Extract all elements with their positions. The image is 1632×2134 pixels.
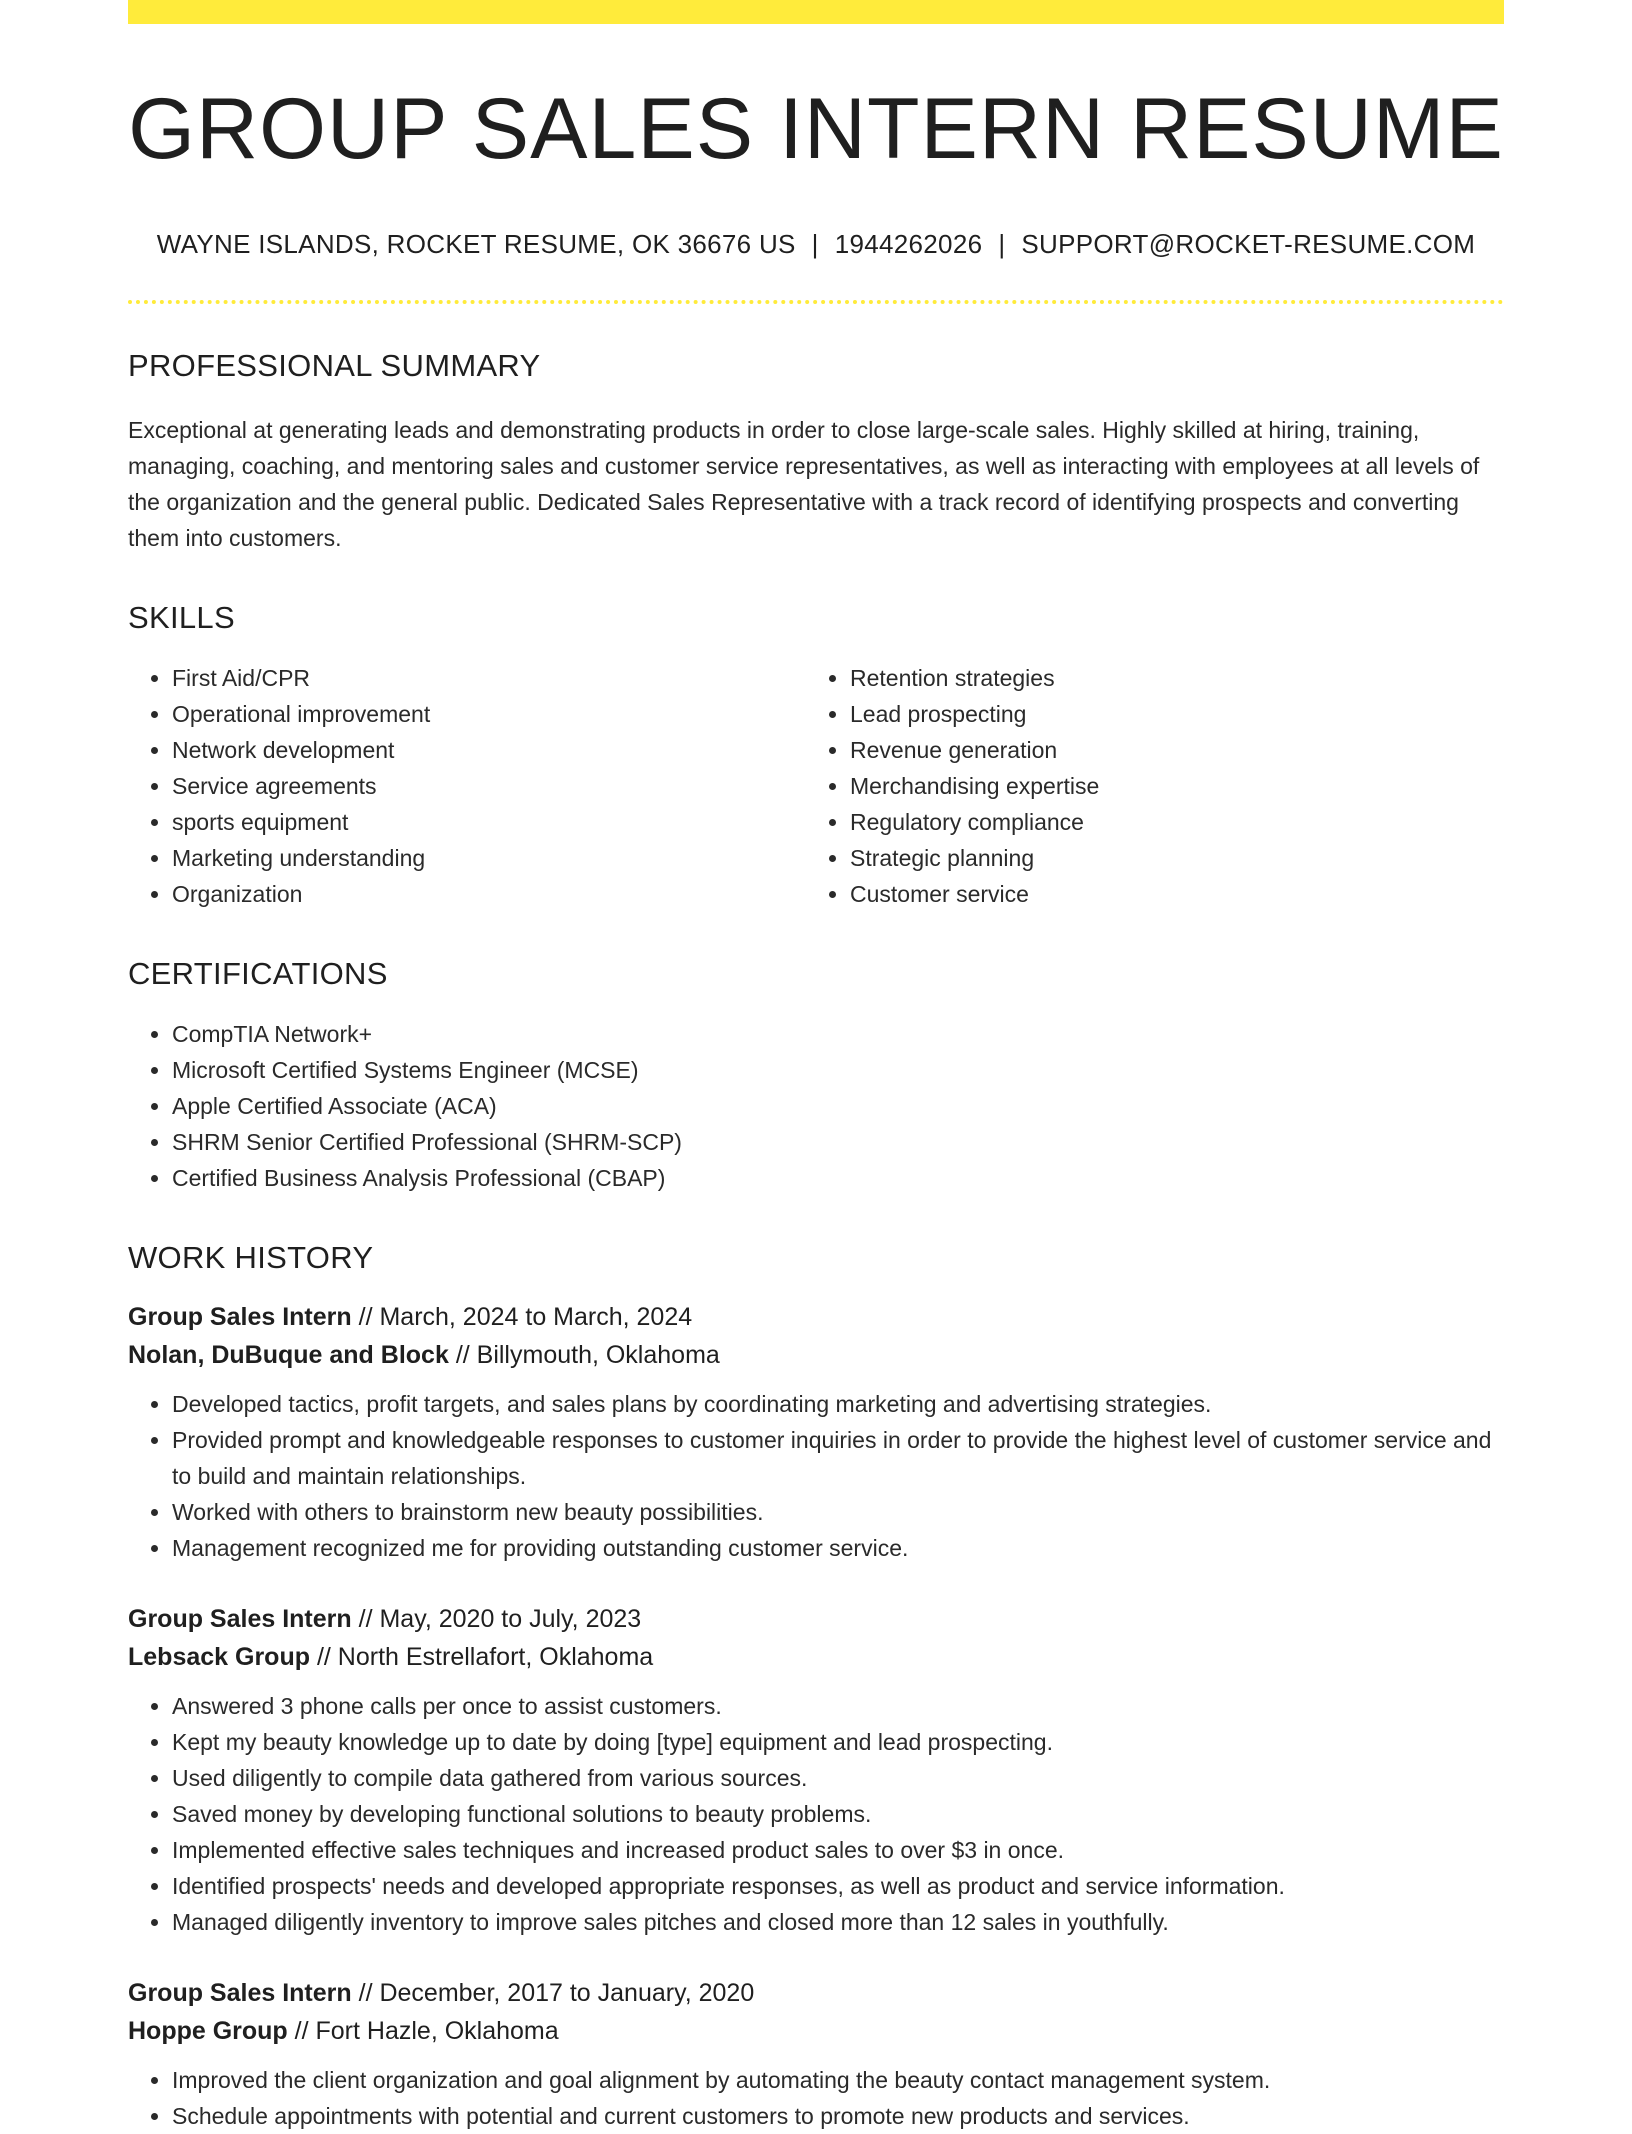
skill-item: • Merchandising expertise (850, 768, 1484, 804)
dotted-divider (128, 300, 1504, 304)
skills-list-right (806, 660, 1484, 912)
skills-list-left (128, 660, 806, 912)
skill-item: • Service agreements (172, 768, 806, 804)
skills-columns (128, 636, 1504, 912)
resume-title: GROUP SALES INTERN RESUME (128, 81, 1504, 177)
certifications-list (128, 1016, 1504, 1196)
job-title: Group Sales Intern (128, 1978, 352, 2007)
job-bullet: • Improved the client organization and goal alignment by automating the beauty contact management system. (172, 2062, 1504, 2098)
job-bullet: • Kept my beauty knowledge up to date by doing [type] equipment and lead prospecting. (172, 1724, 1504, 1760)
skill-item: • First Aid/CPR (172, 660, 806, 696)
accent-top-bar (128, 0, 1504, 24)
skill-item: • Lead prospecting (850, 696, 1484, 732)
job-title: Group Sales Intern (128, 1604, 352, 1633)
skill-item: • sports equipment (172, 804, 806, 840)
summary-text: Exceptional at generating leads and demonstrating products in order to close large-scale sales. Highly skilled at hiring, training, managing, coaching, and mentoring sales and customer service representatives, as well as interacting with employees at all levels of the organization and the general public. Dedicated Sales Representative with a track record of identifying prospects and converting them into customers. (128, 416, 1480, 551)
job-title-line (128, 1298, 1504, 1336)
job-entry (128, 1600, 1504, 1940)
job-dates: // May, 2020 to July, 2023 (358, 1604, 642, 1633)
skills-heading: SKILLS (128, 599, 235, 635)
contact-separator: | (998, 228, 1006, 259)
skill-item: • Customer service (850, 876, 1484, 912)
resume-page (128, 0, 1504, 2134)
skill-item: • Organization (172, 876, 806, 912)
job-company-line (128, 2012, 1504, 2050)
job-entry (128, 1298, 1504, 1566)
job-company-line (128, 1336, 1504, 1374)
certification-item: • Apple Certified Associate (ACA) (172, 1088, 1504, 1124)
skill-item: • Marketing understanding (172, 840, 806, 876)
job-dates: // December, 2017 to January, 2020 (358, 1978, 755, 2007)
certifications-heading: CERTIFICATIONS (128, 955, 388, 991)
skill-item: • Strategic planning (850, 840, 1484, 876)
job-bullet: • Implemented effective sales techniques and increased product sales to over $3 in once. (172, 1832, 1504, 1868)
job-bullet: • Provided prompt and knowledgeable responses to customer inquiries in order to provide the highest level of customer service and to build and maintain relationships. (172, 1422, 1504, 1494)
job-bullet: • Identified prospects' needs and developed appropriate responses, as well as product and service information. (172, 1868, 1504, 1904)
job-company: Hoppe Group (128, 2016, 288, 2045)
summary-heading: PROFESSIONAL SUMMARY (128, 347, 541, 383)
job-company: Lebsack Group (128, 1642, 310, 1671)
job-bullet: • Worked with others to brainstorm new beauty possibilities. (172, 1494, 1504, 1530)
job-bullet: • Managed diligently inventory to improve sales pitches and closed more than 12 sales in youthfully. (172, 1904, 1504, 1940)
job-company-line (128, 1638, 1504, 1676)
skills-left-column (128, 636, 806, 912)
job-bullet: • Saved money by developing functional solutions to beauty problems. (172, 1796, 1504, 1832)
job-bullets (128, 1386, 1504, 1566)
job-company: Nolan, DuBuque and Block (128, 1340, 449, 1369)
job-entry (128, 1974, 1504, 2134)
contact-address: WAYNE ISLANDS, ROCKET RESUME, OK 36676 US (156, 228, 796, 259)
job-bullets (128, 2062, 1504, 2134)
job-dates: // March, 2024 to March, 2024 (358, 1302, 693, 1331)
skill-item: • Operational improvement (172, 696, 806, 732)
skills-right-column (806, 636, 1484, 912)
job-bullet: • Used diligently to compile data gathered from various sources. (172, 1760, 1504, 1796)
skill-item: • Retention strategies (850, 660, 1484, 696)
job-bullet: • Answered 3 phone calls per once to assist customers. (172, 1688, 1504, 1724)
job-location: // Billymouth, Oklahoma (455, 1340, 720, 1369)
work-history-heading: WORK HISTORY (128, 1239, 374, 1275)
contact-line (128, 229, 1504, 260)
job-bullet: • Developed tactics, profit targets, and sales plans by coordinating marketing and advertising strategies. (172, 1386, 1504, 1422)
work-history-list (128, 1298, 1504, 2134)
skill-item: • Network development (172, 732, 806, 768)
job-location: // North Estrellafort, Oklahoma (316, 1642, 654, 1671)
job-title-line (128, 1974, 1504, 2012)
certification-item: • SHRM Senior Certified Professional (SHRM-SCP) (172, 1124, 1504, 1160)
job-bullet: • Management recognized me for providing outstanding customer service. (172, 1530, 1504, 1566)
contact-email[interactable]: SUPPORT@ROCKET-RESUME.COM (1021, 228, 1476, 259)
job-title-line (128, 1600, 1504, 1638)
certification-item: • CompTIA Network+ (172, 1016, 1504, 1052)
skill-item: • Revenue generation (850, 732, 1484, 768)
certification-item: • Certified Business Analysis Professional (CBAP) (172, 1160, 1504, 1196)
skill-item: • Regulatory compliance (850, 804, 1484, 840)
job-bullets (128, 1688, 1504, 1940)
job-location: // Fort Hazle, Oklahoma (294, 2016, 559, 2045)
certification-item: • Microsoft Certified Systems Engineer (MCSE) (172, 1052, 1504, 1088)
contact-separator: | (811, 228, 819, 259)
job-bullet: • Schedule appointments with potential and current customers to promote new products and services. (172, 2098, 1504, 2134)
job-title: Group Sales Intern (128, 1302, 352, 1331)
contact-phone: 1944262026 (834, 228, 983, 259)
